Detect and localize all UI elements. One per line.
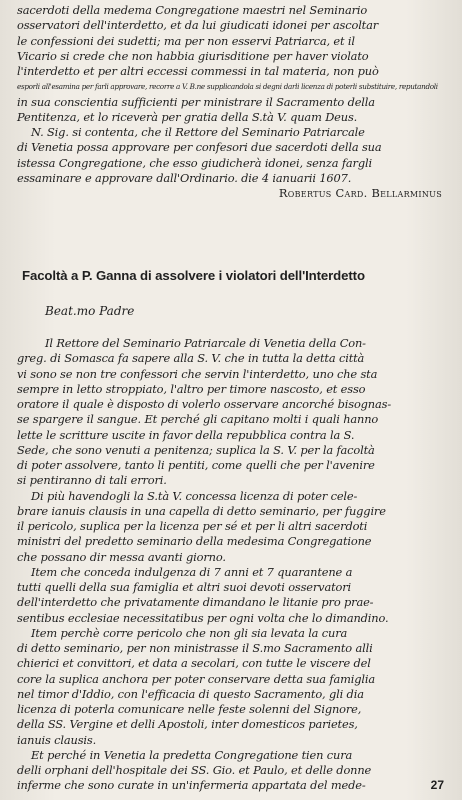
section-title: Facoltà a P. Ganna di assolvere i violatori dell'Interdetto <box>22 268 365 283</box>
text-line: esporli all'esamina per farli approvare, recorre a V. B.ne supplicandola si degni darli licenza di poterli substituire, reputandoli <box>17 82 438 92</box>
text-line: Vicario si crede che non habbia giurisditione per haver violato <box>17 48 369 63</box>
text-line: Item perchè corre pericolo che non gli sia levata la cura <box>31 625 348 640</box>
text-line: delli orphani dell'hospitale dei SS. Gio. et Paulo, et delle donne <box>17 763 372 777</box>
text-line: Pentitenza, et lo riceverà per gratia della S.tà V. quam Deus. <box>17 109 358 124</box>
salutation: Beat.mo Padre <box>45 304 135 318</box>
text-line: nel timor d'Iddio, con l'efficacia di questo Sacramento, gli dia <box>17 686 364 701</box>
text-line: si pentiranno di tali errori. <box>17 473 167 488</box>
text-line: di poter assolvere, tanto li pentiti, come quelli che per l'avenire <box>17 458 375 472</box>
text-line: sentibus ecclesiae necessitatibus per ogni volta che lo dimandino. <box>17 610 389 625</box>
text-line: dell'interdetto che privatamente dimandano le litanie pro prae- <box>17 595 374 610</box>
text-line: istessa Congregatione, che esso giudicherà idonei, senza fargli <box>17 155 372 170</box>
text-line: licenza di poterla comunicare nelle feste solenni del Signore, <box>17 702 362 716</box>
text-line: osservatori dell'interdetto, et da lui giudicati idonei per ascoltar <box>17 18 379 33</box>
text-line: il pericolo, suplica per la licenza per sé et per li altri sacerdoti <box>17 519 368 533</box>
page-number: 27 <box>430 778 444 792</box>
letter-petition-text <box>17 3 449 186</box>
text-line: Sede, che sono venuti a penitenza; suplica la S. V. per la facoltà <box>17 442 375 457</box>
text-line: vi sono se non tre confessori che servin l'interdetto, uno che sta <box>17 366 378 381</box>
text-line: ianuis clausis. <box>17 732 97 747</box>
text-line: lette le scritture uscite in favor della repubblica contra la S. <box>17 427 355 442</box>
text-line: della SS. Vergine et delli Apostoli, inter domesticos parietes, <box>17 717 358 732</box>
text-line: ministri del predetto seminario della medesima Congregatione <box>17 534 372 549</box>
text-line: di Venetia possa approvare per confesori due sacerdoti della sua <box>17 140 382 155</box>
text-line: se spargere il sangue. Et perché gli capitano molti i quali hanno <box>17 412 379 427</box>
text-line: brare ianuis clausis in una capella di detto seminario, per fuggire <box>17 503 386 518</box>
letter-body-text <box>17 336 449 794</box>
text-line: Il Rettore del Seminario Patriarcale di Venetia della Con- <box>45 336 366 350</box>
signature: Robertus Card. Bellarminus <box>278 186 442 200</box>
text-line: core la suplica anchora per poter conservare detta sua famiglia <box>17 671 376 686</box>
text-line: tutti quelli della sua famiglia et altri suoi devoti osservatori <box>17 580 352 594</box>
text-line: in sua conscientia sufficienti per ministrare il Sacramento della <box>17 94 375 109</box>
text-line: chierici et convittori, et data a secolari, con tutte le viscere del <box>17 656 371 671</box>
text-line: greg. di Somasca fa sapere alla S. V. che in tutta la detta città <box>17 351 365 366</box>
text-line: Item che conceda indulgenza di 7 anni et 7 quarantene a <box>31 564 353 579</box>
text-line: di detto seminario, per non ministrasse il S.mo Sacramento alli <box>17 641 373 655</box>
text-line: essaminare e approvare dall'Ordinario. die 4 ianuarii 1607. <box>17 170 352 185</box>
text-line: oratore il quale è disposto di volerlo osservare ancorché bisognas- <box>17 397 392 411</box>
text-line: le confessioni dei sudetti; ma per non esservi Patriarca, et il <box>17 33 355 48</box>
text-line: l'interdetto et per altri eccessi commessi in tal materia, non può <box>17 64 379 78</box>
text-line: N. Sig. si contenta, che il Rettore del Seminario Patriarcale <box>31 125 365 139</box>
text-line: sempre in letto stroppiato, l'altro per timore nascosto, et esso <box>17 381 366 396</box>
text-line: che possano dir messa avanti giorno. <box>17 549 226 564</box>
text-line: Et perché in Venetia la predetta Congregatione tien cura <box>31 747 353 762</box>
text-line: Di più havendogli la S.tà V. concessa licenza di poter cele- <box>31 488 358 503</box>
text-line: sacerdoti della medema Congregatione maestri nel Seminario <box>17 3 368 17</box>
text-line: inferme che sono curate in un'infermeria appartata del mede- <box>17 778 366 793</box>
